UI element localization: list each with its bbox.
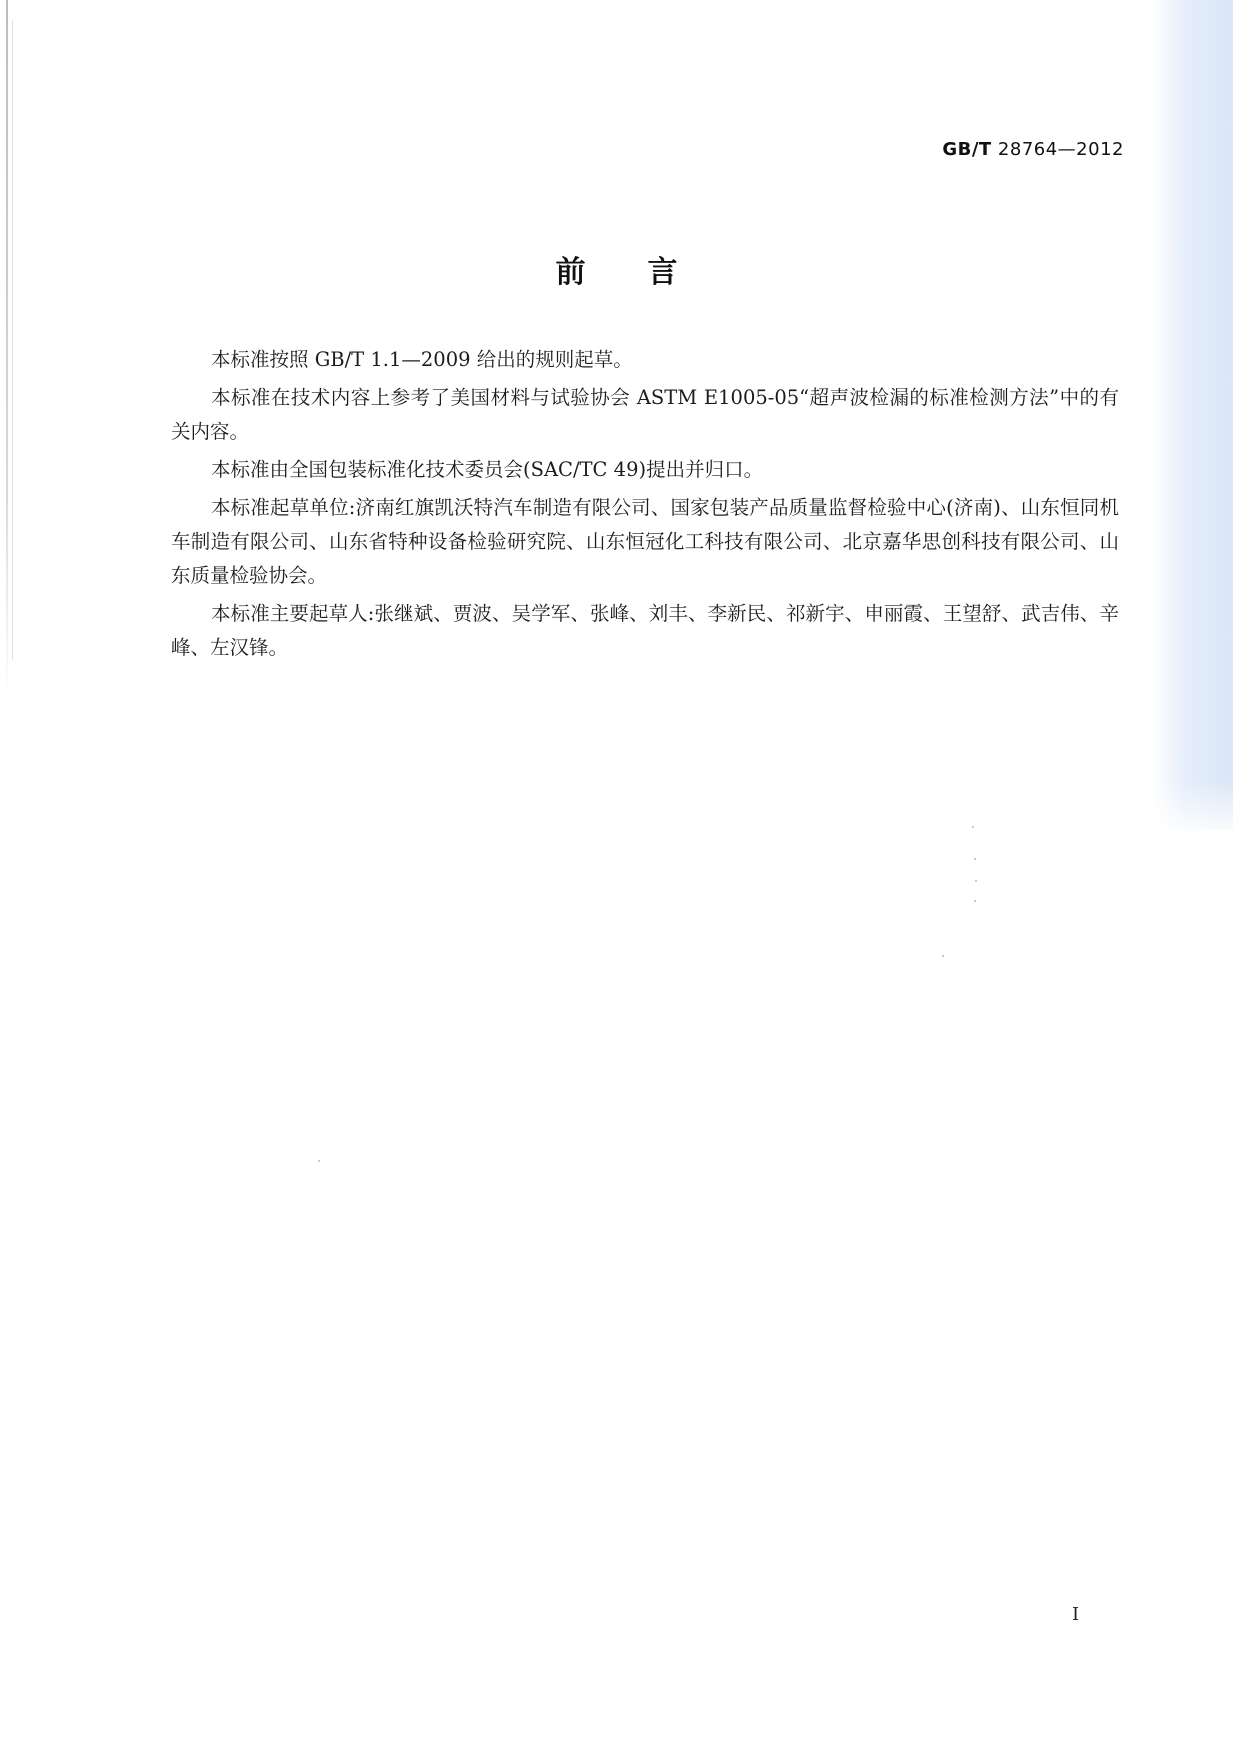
standard-number — [942, 139, 1124, 160]
scan-speck — [974, 858, 976, 860]
paragraph-drafting-units: 本标准起草单位:济南红旗凯沃特汽车制造有限公司、国家包装产品质量监督检验中心(济南)、山东恒同机车制造有限公司、山东省特种设备检验研究院、山东恒冠化工科技有限公司、北京嘉华思创科技有限公司、山东质量检验协会。 — [171, 496, 1119, 587]
scan-speck — [942, 955, 944, 957]
scan-edge-shadow — [6, 0, 8, 700]
standard-code: GB/T — [942, 139, 992, 160]
paragraph-drafting-rules: 本标准按照 GB/T 1.1—2009 给出的规则起草。 — [211, 348, 633, 371]
scan-right-shadow — [1153, 0, 1233, 830]
scan-speck — [972, 826, 974, 828]
paragraph-committee: 本标准由全国包装标准化技术委员会(SAC/TC 49)提出并归口。 — [211, 458, 764, 481]
scan-edge-line — [12, 20, 13, 660]
foreword-body — [171, 343, 1119, 669]
paragraph-drafters: 本标准主要起草人:张继斌、贾波、吴学军、张峰、刘丰、李新民、祁新宇、申丽霞、王望舒、武吉伟、辛峰、左汉锋。 — [171, 602, 1119, 659]
scan-right-shadow-fade — [1153, 780, 1233, 840]
scan-speck — [975, 880, 977, 882]
page-title: 前言 — [555, 255, 740, 290]
scan-speck — [974, 900, 976, 902]
paragraph-reference: 本标准在技术内容上参考了美国材料与试验协会 ASTM E1005-05“超声波检漏的标准检测方法”中的有关内容。 — [171, 386, 1119, 443]
scan-speck — [318, 1160, 320, 1162]
page-number: I — [1072, 1604, 1080, 1625]
standard-year-number: 28764—2012 — [997, 139, 1124, 160]
